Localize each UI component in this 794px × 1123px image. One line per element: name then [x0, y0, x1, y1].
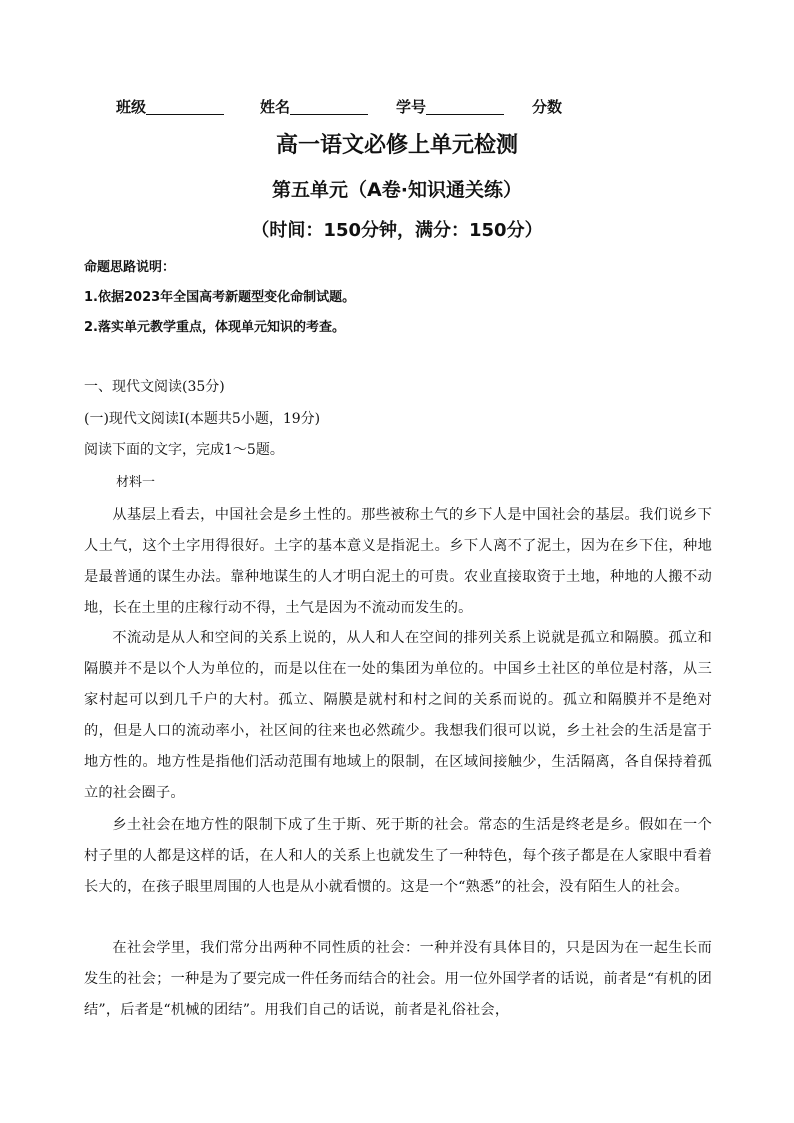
- class-field: [116, 96, 224, 117]
- exam-title: 高一语文必修上单元检测: [275, 133, 518, 158]
- section-heading: 一、现代文阅读(35分): [84, 379, 225, 395]
- id-field: [396, 96, 504, 117]
- notes-heading: 命题思路说明：: [84, 260, 176, 275]
- class-blank[interactable]: [146, 98, 224, 115]
- subsection-heading: (一)现代文阅读Ⅰ(本题共5小题，19分): [84, 411, 321, 427]
- id-label: 学号: [396, 98, 427, 116]
- unit-title: 第五单元（A卷·知识通关练）: [272, 179, 522, 201]
- student-info-line: [116, 96, 716, 120]
- name-label: 姓名: [260, 98, 291, 116]
- class-label: 班级: [116, 98, 147, 116]
- name-blank[interactable]: [290, 98, 368, 115]
- reading-instruction: 阅读下面的文字，完成1～5题。: [84, 442, 284, 458]
- notes-item: 1.依据2023年全国高考新题型变化命制试题。: [84, 290, 356, 305]
- design-notes: [84, 258, 724, 348]
- paragraph: 乡土社会在地方性的限制下成了生于斯、死于斯的社会。常态的生活是终老是乡。假如在一个村子里的人都是这样的话，在人和人的关系上也就发生了一种特色，每个孩子都是在人家眼中看着长大的，在孩子眼里周围的人也是从小就看惯的。这是一个“熟悉”的社会，没有陌生人的社会。: [84, 817, 712, 895]
- material-label: 材料一: [116, 475, 156, 490]
- time-score-title: （时间：150分钟，满分：150分）: [251, 220, 543, 241]
- score-label: 分数: [532, 98, 563, 116]
- score-field: [532, 96, 562, 117]
- id-blank[interactable]: [426, 98, 504, 115]
- paragraph: 不流动是从人和空间的关系上说的，从人和人在空间的排列关系上说就是孤立和隔膜。孤立和隔膜并不是以个人为单位的，而是以住在一处的集团为单位的。中国乡土社区的单位是村落，从三家村起可以到几千户的大村。孤立、隔膜是就村和村之间的关系而说的。孤立和隔膜并不是绝对的，但是人口的流动率小，社区间的往来也必然疏少。我想我们很可以说，乡土社会的生活是富于地方性的。地方性是指他们活动范围有地域上的限制，在区域间接触少，生活隔离，各自保持着孤立的社会圈子。: [84, 630, 712, 801]
- paragraph: 从基层上看去，中国社会是乡土性的。那些被称土气的乡下人是中国社会的基层。我们说乡下人土气，这个土字用得很好。土字的基本意义是指泥土。乡下人离不了泥土，因为在乡下住，种地是最普通的谋生办法。靠种地谋生的人才明白泥土的可贵。农业直接取资于土地，种地的人搬不动地，长在土里的庄稼行动不得，土气是因为不流动而发生的。: [84, 507, 712, 616]
- notes-item: 2.落实单元教学重点，体现单元知识的考查。: [84, 320, 345, 335]
- paragraph: 在社会学里，我们常分出两种不同性质的社会：一种并没有具体目的，只是因为在一起生长而发生的社会；一种是为了要完成一件任务而结合的社会。用一位外国学者的话说，前者是“有机的团结”，后者是“机械的团结”。用我们自己的话说，前者是礼俗社会，: [84, 940, 712, 1018]
- name-field: [260, 96, 368, 117]
